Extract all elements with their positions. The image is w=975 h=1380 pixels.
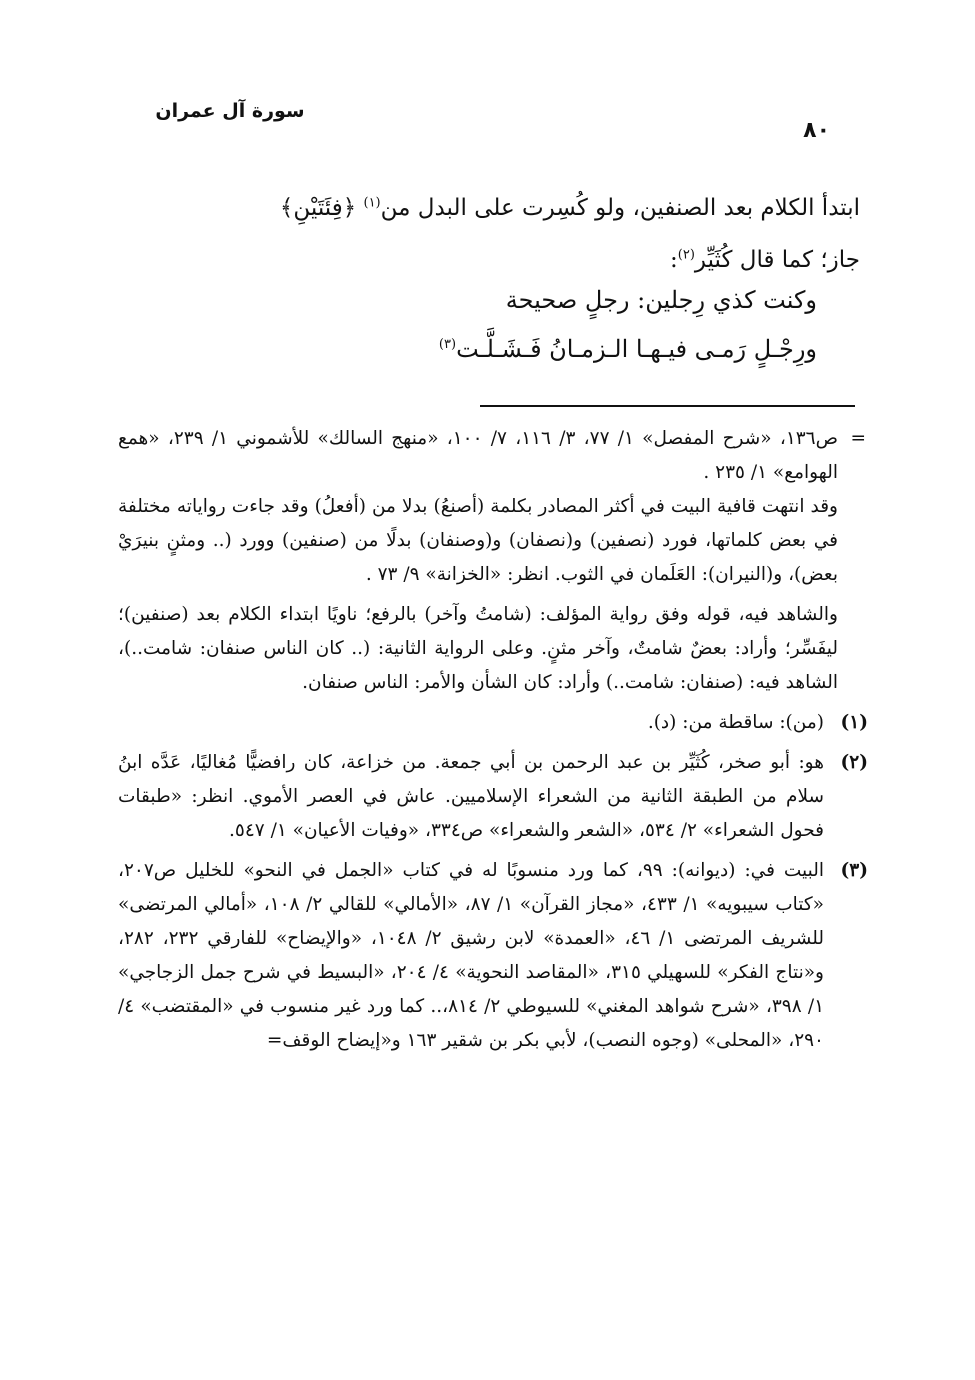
footnote-paragraph-endings: وقد انتهت قافية البيت في أكثر المصادر بكلمة (أصنعُ) بدلا من (أفعلُ) وقد جاءت رواياته مختلفة في بعض كلماتها، فورد (نصفين) و(نصفان) و(وصنفان) بدلًا من (صنفين) وورد (.. ومثنٍ بنيرَيْ بعض)، و(النيران): العَلَمان في الثوب. انظر: «الخزانة» ٩/ ٧٣ . <box>118 496 838 585</box>
footnote-paragraph-evidence: والشاهد فيه، قوله وفق رواية المؤلف: (شامتُ وآخر) بالرفع؛ ناويًا ابتداء الكلام بعد (صنفين)؛ ليفَسِّر؛ وأراد: بعضٌ شامتٌ، وآخر مثنٍ. وعلى الرواية الثانية: (.. كان الناس صنفان: شامت..)، الشاهد فيه: (صنفان: شامت..) وأراد: كان الشأن والأمر: الناس صنفان. <box>118 604 838 693</box>
continuation-marker: = <box>850 428 866 449</box>
footnote-ref-2: (٢) <box>677 247 695 263</box>
quran-word: ﴿فِئَتَيْنِ﴾ <box>279 195 364 221</box>
footnote-divider <box>480 405 855 407</box>
continuation-text: ص١٣٦، «شرح المفصل» ١/ ٧٧، ٣/ ١١٦، ٧/ ١٠٠، «منهج السالك» للأشموني ١/ ٢٣٩، «همع الهوامع» ١/ ٢٣٥ . <box>118 428 838 483</box>
main-line-1 <box>140 182 860 234</box>
footnote-3-text: البيت في: (ديوانه): ٩٩، كما ورد منسوبًا له في كتاب «الجمل في النحو» للخليل ص٢٠٧، «كتاب سيبويه» ١/ ٤٣٣، «مجاز القرآن» ١/ ٨٧، «الأمالي» للقالي ٢/ ١٠٨، «أمالي المرتضى» للشريف المرتضى ١/ ٤٦، «العمدة» لابن رشيق ٢/ ١٠٤٨، «والإيضاح» للفارقي ٢٣٢، ٢٨٢، و«نتاج الفكر» للسهيلي ٣١٥، «المقاصد النحوية» ٤/ ٢٠٤، «البسيط في شرح جمل الزجاجي» ١/ ٣٩٨، «شرح شواهد المغني» للسيوطي ٢/ ٨١٤،.. كما ورد غير منسوب في «المقتضب» ٤/ ٢٩٠، «المحلى» (وجوه النصب)، لأبي بكر بن شقير ١٦٣ و«إيضاح الوقف= <box>118 860 824 1051</box>
footnote-3 <box>118 854 868 1058</box>
footnote-continuation <box>118 422 866 490</box>
footnote-2-text: هو: أبو صخر، كُثَيِّر بن عبد الرحمن بن أبي جمعة. من خزاعة، كان رافضيًّا مُغاليًا، عَدَّه ابنُ سلام من الطبقة الثانية من الشعراء الإسلاميين. عاش في العصر الأموي. انظر: «طبقات فحول الشعراء» ٢/ ٥٣٤، «الشعر والشعراء» ص٣٣٤، «وفيات الأعيان» ١/ ٥٤٧. <box>118 752 824 841</box>
poem-verse-2-text: ورِجْـلٍ رَمـى فيـهـا الـزمـانُ فَـشَـلَّـت <box>456 335 817 363</box>
footnote-3-number: (٣) <box>840 860 868 881</box>
poem-verse-2 <box>439 335 817 363</box>
page-header-title: سورة آل عمران <box>155 100 305 122</box>
footnotes <box>118 422 868 1058</box>
main-line-1-text: ابتدأ الكلام بعد الصنفين، ولو كُسِرت على البدل من <box>380 195 860 221</box>
main-line-2-colon: : <box>670 247 678 273</box>
main-line-2-text: جاز؛ كما قال كُثَيِّر <box>694 247 860 273</box>
main-text <box>140 182 860 286</box>
poem-verse-1: وكنت كذي رِجلين: رجلٍ صحيحة <box>505 286 817 314</box>
page-number: ٨٠ <box>803 118 830 143</box>
footnote-1 <box>118 706 868 740</box>
footnote-ref-3: (٣) <box>438 337 457 352</box>
footnote-1-number: (١) <box>840 712 868 733</box>
footnote-1-text: (من): ساقطة من: (د). <box>647 712 824 733</box>
main-line-2 <box>140 234 860 286</box>
footnote-ref-1: (١) <box>363 195 381 211</box>
footnote-2-number: (٢) <box>840 752 868 773</box>
footnote-2 <box>118 746 868 848</box>
